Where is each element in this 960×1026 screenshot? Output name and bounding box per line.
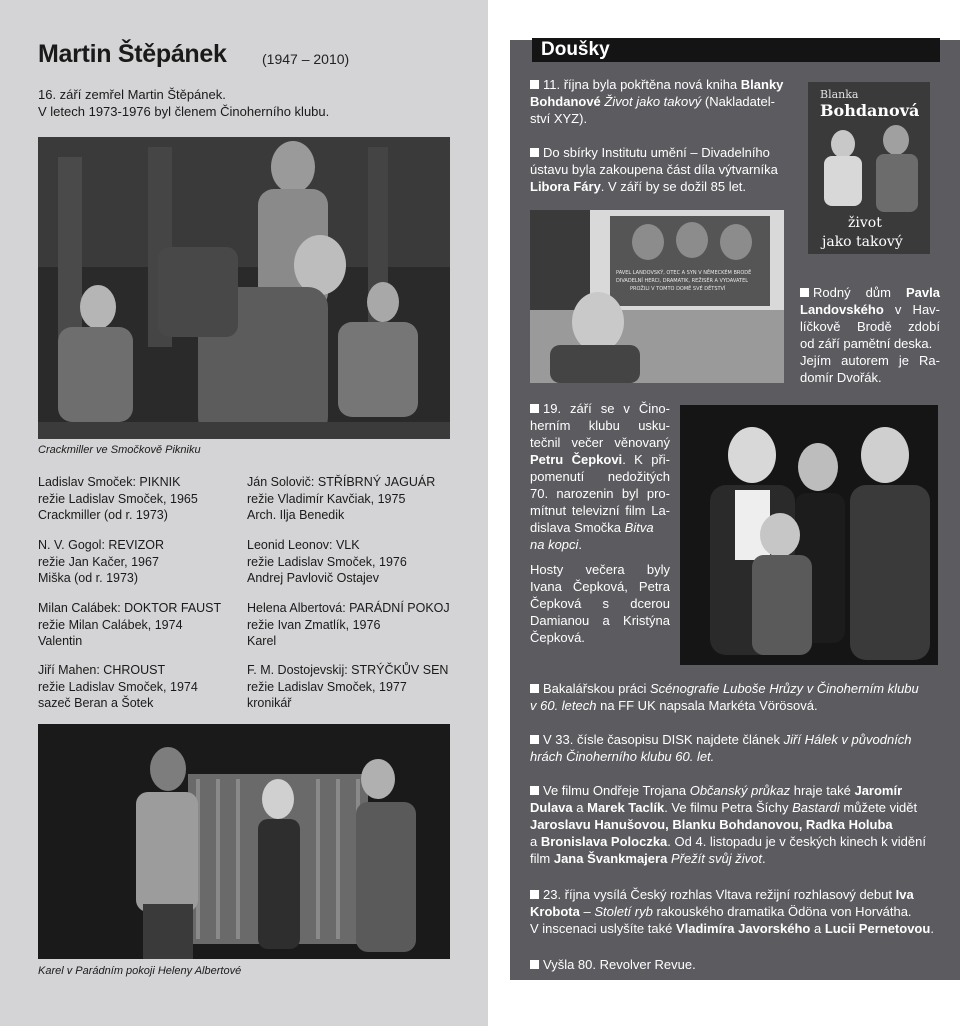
role-play: Ján Solovič: STŘÍBRNÝ JAGUÁR	[247, 475, 436, 489]
role-entry	[38, 537, 253, 587]
role-play: Milan Calábek: DOKTOR FAUST	[38, 601, 222, 615]
news-item-disk: V 33. čísle časopisu DISK najdete článek Jiří Hálek v původních hrách Činoherního klubu 60. let.	[530, 732, 912, 764]
role-entry	[38, 474, 253, 524]
bullet-icon	[530, 786, 539, 795]
role-entry	[38, 662, 253, 712]
role-entry	[247, 474, 462, 524]
bullet-icon	[530, 960, 539, 969]
role-play: F. M. Dostojevskij: STRÝČKŮV SEN	[247, 663, 449, 677]
intro-line: V letech 1973-1976 byl členem Činoherního klubu.	[38, 104, 330, 119]
stage-photo-piknik	[38, 137, 450, 439]
role-director: režie Ladislav Smoček, 1965	[38, 491, 198, 506]
news-item-thesis: Bakalářskou práci Scénografie Luboše Hrůzy v Činoherním klubu v 60. letech na FF UK napsala Markéta Vörösová.	[530, 681, 919, 713]
lifespan: (1947 – 2010)	[262, 51, 350, 67]
book-author-last: Bohdanová	[820, 101, 920, 120]
role-play: Jiří Mahen: CHROUST	[38, 663, 166, 677]
sidebar-heading: Doušky	[541, 39, 610, 60]
role-director: režie Ladislav Smoček, 1977	[247, 679, 407, 694]
role-entry	[247, 537, 462, 587]
role-character: sazeč Beran a Šotek	[38, 696, 154, 710]
page-title: Martin Štěpánek	[38, 40, 227, 68]
role-director: režie Jan Kačer, 1967	[38, 554, 159, 569]
plaque-text: PAVEL LANDOVSKÝ, OTEC A SYN V NĚMECKÉM BRODĚ	[616, 270, 752, 276]
stage-photo-paradni-pokoj	[38, 724, 450, 959]
plaque-text: PROŽILI V TOMTO DOMĚ SVÉ DĚTSTVÍ	[630, 286, 726, 292]
role-character: Andrej Pavlovič Ostajev	[247, 571, 380, 585]
book-title-line1: život	[848, 215, 882, 231]
role-character: Karel	[247, 634, 277, 648]
role-play: Leonid Leonov: VLK	[247, 538, 360, 552]
intro-line: 16. září zemřel Martin Štěpánek.	[38, 87, 226, 102]
news-item-films: Ve filmu Ondřeje Trojana Občanský průkaz hraje také Jaromír Dulava a Marek Taclík. Ve filmu Petra Šíchy Bastardi můžete vidět Jaroslavu Hanušovou, Blanku Bohdanovou, Radka Holuba a Bronislava Poloczka. Od 4. listopadu je v českých kinech k vidění film Jana Švankmajera Přežít svůj život.	[530, 783, 926, 866]
plaque-text: DIVADELNÍ HERCI, DRAMATIK, REŽISÉR A VYDAVATEL	[616, 278, 749, 284]
role-director: režie Ladislav Smoček, 1974	[38, 679, 198, 694]
role-character: Valentin	[38, 634, 83, 648]
intro-text	[38, 86, 458, 120]
book-author-first: Blanka	[820, 88, 859, 101]
role-character: Miška (od r. 1973)	[38, 571, 139, 585]
news-item-evening: 19. září se v Čino- herním klubu usku- tečnil večer věnovaný Petru Čepkovi. K při- pomenutí nedožitých 70. narozenin byl pro- mítnut televizní film La- dislava Smočka Bitva na kopci. Hosty večera byly Ivana Čepková, Petra Čepková s dcerou Damianou a Kristýna Čepková.	[530, 401, 670, 645]
guests-group-photo	[680, 405, 938, 665]
role-character: Crackmiller (od r. 1973)	[38, 508, 168, 522]
role-director: režie Vladimír Kavčiak, 1975	[247, 491, 406, 506]
book-title-line2: jako takový	[822, 234, 903, 250]
photo-caption: Crackmiller ve Smočkově Pikniku	[38, 444, 201, 456]
news-item-revolver: Vyšla 80. Revolver Revue.	[530, 956, 940, 973]
role-director: režie Milan Calábek, 1974	[38, 617, 183, 632]
bullet-icon	[530, 735, 539, 744]
news-item-plaque: Rodný dům Pavla Landovského v Hav- líčkově Brodě zdobí od září pamětní deska. Jejím autorem je Ra- domír Dvořák.	[800, 285, 940, 385]
role-entry	[247, 662, 462, 712]
role-entry	[247, 600, 462, 650]
role-character: Arch. Ilja Benedik	[247, 508, 345, 522]
role-play: Helena Albertová: PARÁDNÍ POKOJ	[247, 601, 450, 615]
bullet-icon	[800, 288, 809, 297]
bullet-icon	[530, 404, 539, 413]
bullet-icon	[530, 890, 539, 899]
role-entry	[38, 600, 253, 650]
role-director: režie Ivan Zmatlík, 1976	[247, 617, 381, 632]
role-play: Ladislav Smoček: PIKNIK	[38, 475, 181, 489]
news-item-acquisition: Do sbírky Institutu umění – Divadelního ústavu byla zakoupena část díla výtvarníka Libora Fáry. V září by se dožil 85 let.	[530, 145, 778, 194]
role-character: kronikář	[247, 696, 292, 710]
bullet-icon	[530, 148, 539, 157]
role-play: N. V. Gogol: REVIZOR	[38, 538, 164, 552]
memorial-plaque-photo	[530, 210, 784, 383]
news-item-book: 11. října byla pokřtěna nová kniha Blanky Bohdanové Život jako takový (Nakladatel- ství XYZ).	[530, 77, 784, 126]
photo-caption: Karel v Parádním pokoji Heleny Albertové	[38, 965, 242, 977]
bullet-icon	[530, 80, 539, 89]
bullet-icon	[530, 684, 539, 693]
role-director: režie Ladislav Smoček, 1976	[247, 554, 407, 569]
news-item-radio: 23. října vysílá Český rozhlas Vltava režijní rozhlasový debut Iva Krobota – Století ryb rakouského dramatika Ödöna von Horvátha. V inscenaci uslyšíte také Vladimíra Javorského a Lucii Pernetovou.	[530, 887, 934, 936]
book-cover-image	[808, 82, 930, 254]
